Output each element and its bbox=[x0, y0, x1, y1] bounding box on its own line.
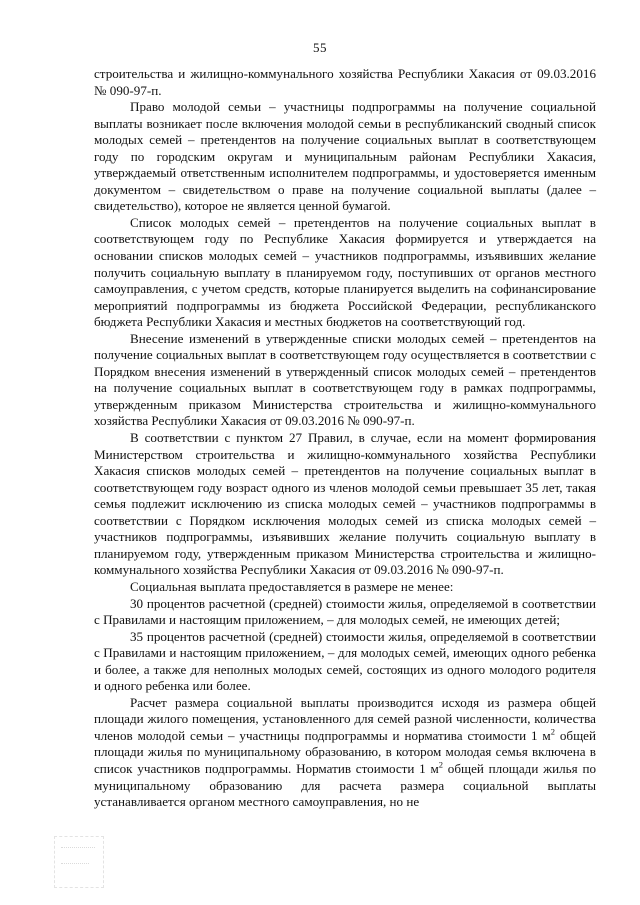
paragraph-list-changes: Внесение изменений в утвержденные списки молодых семей – претендентов на получение социальных выплат в соответствующем году осуществляется в соответствии с Порядком внесения изменений в утвержденный список молодых семей – претендентов на получение социальных выплат в соответствующем году в рамках подпрограммы, утвержденным приказом Министерства строительства и жилищно-коммунального хозяйства Республики Хакасия от 09.03.2016 № 090-97-п. bbox=[94, 330, 596, 429]
superscript-squared: 2 bbox=[438, 759, 444, 770]
page-number: 55 bbox=[313, 40, 327, 55]
calculation-text-c: общей площади жилья по муниципальному образованию для расчета размера социальной выплаты устанавливается органом местного самоуправления, но не bbox=[94, 760, 597, 810]
calculation-text-a: Расчет размера социальной выплаты производится исходя из размера общей площади жилого помещения, установленного для семей разной численности, количества членов молодой семьи – участницы подпрограммы и норматива стоимости 1 м bbox=[94, 694, 596, 743]
calculation-text-b: общей площади жилья по муниципальному образованию, в котором молодая семья включена в список участников подпрограммы. Норматив стоимости 1 м bbox=[94, 727, 596, 776]
paragraph-rights: Право молодой семьи – участницы подпрограммы на получение социальной выплаты возникает после включения молодой семьи в республиканский сводный список молодых семей – претендентов на получение социальных выплат в соответствующем году по городским округам и муниципальным районам Республики Хакасия, утверждаемый ответственным исполнителем подпрограммы, и удостоверяется именным документом – свидетельством о праве на получение социальной выплаты (далее – свидетельство), которое не является ценной бумагой. bbox=[94, 99, 596, 214]
paragraph-continuation: строительства и жилищно-коммунального хозяйства Республики Хакасия от 09.03.2016 № 090-97-п. bbox=[94, 66, 596, 98]
paragraph-35-percent: 35 процентов расчетной (средней) стоимости жилья, определяемой в соответствии с Правилами и настоящим приложением, – для молодых семей, имеющих одного ребенка и более, а также для неполных молодых семей, состоящих из одного молодого родителя и одного ребенка или более. bbox=[94, 628, 596, 694]
paragraph-calculation bbox=[94, 695, 596, 811]
paragraph-payment-size: Социальная выплата предоставляется в размере не менее: bbox=[130, 578, 454, 594]
paragraph-list-formation: Список молодых семей – претендентов на получение социальных выплат в соответствующем году по Республике Хакасия формируется и утверждается на основании списков молодых семей – участников подпрограммы, изъявивших желание получить социальную выплату в планируемом году, поступивших от органов местного самоуправления, с учетом средств, которые планируется выделить на софинансирование мероприятий подпрограммы из бюджета Российской Федерации, республиканского бюджета Республики Хакасия и местных бюджетов на соответствующий год. bbox=[94, 214, 596, 330]
superscript-squared: 2 bbox=[550, 726, 555, 737]
body-text bbox=[94, 66, 596, 811]
paragraph-age-exclusion: В соответствии с пунктом 27 Правил, в случае, если на момент формирования Министерством строительства и жилищно-коммунального хозяйства Республики Хакасия списков молодых семей – претендентов на получение социальных выплат в соответствующем году возраст одного из членов молодой семьи превышает 35 лет, такая семья подлежит исключению из списка молодых семей – участников подпрограммы в соответствии с Порядком исключения молодых семей из списка молодых семей – участников подпрограммы, изъявивших желание получить социальную выплату в планируемом году, утвержденным приказом Министерства строительства и жилищно-коммунального хозяйства Республики Хакасия от 09.03.2016 № 090-97-п. bbox=[94, 430, 596, 578]
paragraph-30-percent: 30 процентов расчетной (средней) стоимости жилья, определяемой в соответствии с Правилами и настоящим приложением, – для молодых семей, не имеющих детей; bbox=[94, 595, 596, 628]
faint-stamp-mark bbox=[54, 836, 104, 888]
